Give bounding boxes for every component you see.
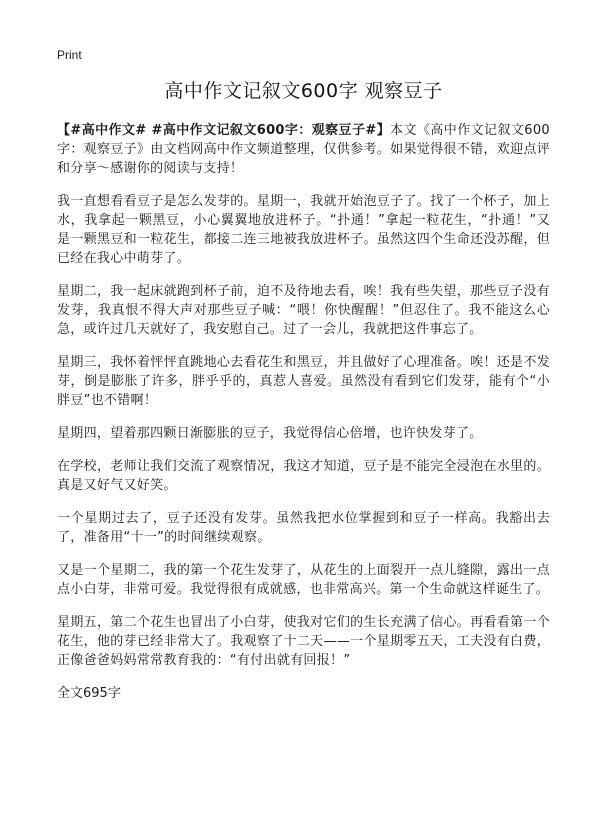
paragraph-8: 星期五，第二个花生也冒出了小白芽，使我对它们的生长充满了信心。再看看第一个花生，他的芽已经非常大了。我观察了十二天——一个星期零五天，工夫没有白费，正像爸爸妈妈常常教育我的：“有付出就有回报！” — [57, 615, 550, 668]
paragraph-5: 在学校，老师让我们交流了观察情况，我这才知道，豆子是不能完全浸泡在水里的。真是又好气又好笑。 — [57, 459, 550, 493]
intro-text: 本文《高中作文记叙文600字：观察豆子》由文档网高中作文频道整理，仅供参考。如果觉得很不错，欢迎点评和分享～感谢你的阅读与支持！ — [57, 123, 550, 176]
paragraph-3: 星期三，我怀着怦怦直跳地心去看花生和黑豆，并且做好了心理准备。唉！还是不发芽，倒是膨胀了许多，胖乎乎的，真惹人喜爱。虽然没有看到它们发芽，能有个“小胖豆”也不错啊！ — [57, 355, 550, 408]
paragraph-6: 一个星期过去了，豆子还没有发芽。虽然我把水位掌握到和豆子一样高。我豁出去了，准备用“十一”的时间继续观察。 — [57, 511, 550, 545]
intro-paragraph — [57, 121, 550, 178]
paragraph-7: 又是一个星期二，我的第一个花生发芽了，从花生的上面裂开一点儿缝隙，露出一点点小白芽，非常可爱。我觉得很有成就感，也非常高兴。第一个生命就这样诞生了。 — [57, 563, 550, 597]
paragraph-1: 我一直想看看豆子是怎么发芽的。星期一，我就开始泡豆子了。找了一个杯子，加上水，我拿起一颗黑豆，小心翼翼地放进杯子。“扑通！”拿起一粒花生，“扑通！”又是一颗黑豆和一粒花生，都接二连三地被我放进杯子。虽然这四个生命还没苏醒，但已经在我心中萌芽了。 — [57, 194, 550, 266]
intro-tags: 【#高中作文# #高中作文记叙文600字：观察豆子#】 — [57, 123, 391, 138]
print-link[interactable]: Print — [57, 48, 82, 62]
word-count: 全文695字 — [57, 686, 121, 701]
paragraph-4: 星期四，望着那四颗日渐膨胀的豆子，我觉得信心倍增，也许快发芽了。 — [57, 426, 483, 441]
paragraph-2: 星期二，我一起床就跑到杯子前，迫不及待地去看，唉！我有些失望，那些豆子没有发芽，我真恨不得大声对那些豆子喊：“喂！你快醒醒！”但忍住了。我不能这么心急，或许过几天就好了，我安慰自己。过了一会儿，我就把这件事忘了。 — [57, 284, 550, 337]
article-title: 高中作文记叙文600字 观察豆子 — [164, 80, 443, 102]
